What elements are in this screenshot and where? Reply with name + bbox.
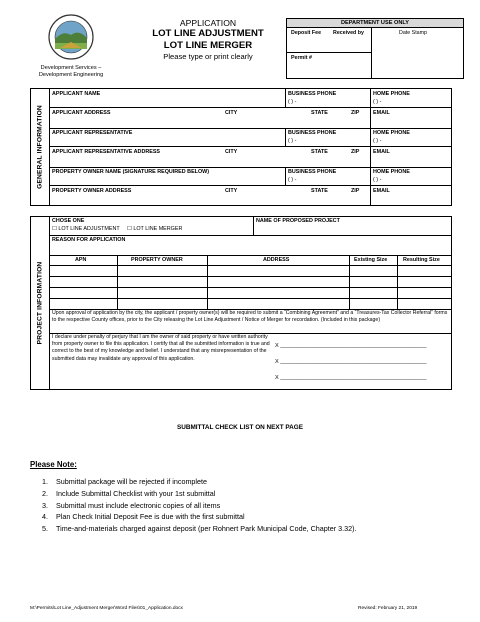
divider — [370, 185, 371, 205]
divider — [370, 107, 371, 128]
state-label: STATE — [311, 110, 328, 116]
divider — [285, 89, 286, 107]
reason-for-application-label: REASON FOR APPLICATION — [52, 237, 126, 243]
applicant-representative-address-row[interactable] — [49, 146, 451, 168]
title-block — [128, 18, 288, 62]
divider — [370, 128, 371, 146]
business-phone-field[interactable]: ( ) - — [288, 177, 297, 183]
declaration-text: I declare under penalty of perjury that I am the owner of said property or have written authority from property owner to file this application. I certify that all the submitted information is true and correct to the best of my knowledge and belief. I understand that any misrepresentation of the submitted data may invalidate any approval of this application. — [52, 334, 270, 362]
project-information-section — [30, 216, 452, 390]
state-label: STATE — [311, 149, 328, 155]
city-logo-block — [28, 14, 114, 78]
submittal-checklist-note: SUBMITTAL CHECK LIST ON NEXT PAGE — [176, 424, 304, 431]
divider — [287, 52, 371, 53]
property-owner-address-label: PROPERTY OWNER ADDRESS — [52, 188, 132, 194]
home-phone-label: HOME PHONE — [373, 91, 410, 97]
divider — [397, 255, 398, 265]
divider — [285, 128, 286, 146]
city-label: CITY — [225, 149, 238, 155]
business-phone-field[interactable]: ( ) - — [288, 99, 297, 105]
deposit-fee-label: Deposit Fee — [291, 30, 322, 36]
title-lot-line-merger: LOT LINE MERGER — [163, 40, 253, 51]
applicant-name-label: APPLICANT NAME — [52, 91, 101, 97]
signature-line-2[interactable]: X _______________________________________________ — [275, 359, 427, 365]
home-phone-field[interactable]: ( ) - — [373, 177, 382, 183]
column-apn: APN — [75, 257, 87, 263]
divider — [285, 167, 286, 185]
applicant-address-row[interactable] — [49, 107, 451, 129]
list-item: 1. Submittal package will be rejected if incomplete — [42, 477, 208, 486]
email-label: EMAIL — [373, 110, 390, 116]
business-phone-label: BUSINESS PHONE — [288, 130, 337, 136]
chose-one-label: CHOSE ONE — [52, 218, 85, 224]
zip-label: ZIP — [351, 149, 360, 155]
applicant-representative-address-label: APPLICANT REPRESENTATIVE ADDRESS — [52, 149, 161, 155]
list-item: 4. Plan Check Initial Deposit Fee is due with the first submittal — [42, 512, 245, 522]
divider — [370, 167, 371, 185]
please-note-heading: Please Note: — [30, 460, 77, 469]
applicant-address-label: APPLICANT ADDRESS — [52, 110, 111, 116]
project-name-label: NAME OF PROPOSED PROJECT — [256, 218, 340, 224]
department-line-1: Development Services – — [40, 65, 102, 71]
divider — [370, 146, 371, 167]
city-label: CITY — [225, 110, 238, 116]
home-phone-label: HOME PHONE — [373, 130, 410, 136]
applicant-representative-row[interactable] — [49, 128, 451, 147]
declaration-row — [49, 333, 451, 389]
signature-line-3[interactable]: X _______________________________________________ — [275, 375, 427, 381]
approval-notice-row — [49, 309, 451, 334]
footer-revised-date: Revised: February 21, 2019 — [358, 606, 418, 611]
general-information-side-label: GENERAL INFORMATION — [31, 89, 50, 205]
list-item: 3. Submittal must include electronic copies of all items — [42, 500, 221, 510]
applicant-name-row[interactable] — [49, 89, 451, 108]
signature-line-1[interactable]: X _______________________________________________ — [275, 343, 427, 349]
list-item: 2. Include Submittal Checklist with your 1st submittal — [42, 488, 216, 498]
received-by-label: Received by — [333, 30, 364, 36]
property-owner-name-row[interactable] — [49, 167, 451, 186]
divider — [349, 255, 350, 265]
application-label: APPLICATION — [179, 18, 237, 28]
home-phone-field[interactable]: ( ) - — [373, 99, 382, 105]
applicant-representative-label: APPLICANT REPRESENTATIVE — [52, 130, 133, 136]
permit-number-label: Permit # — [291, 55, 312, 61]
department-line-2: Development Engineering — [38, 71, 104, 78]
business-phone-label: BUSINESS PHONE — [288, 169, 337, 175]
general-information-section — [30, 88, 452, 206]
footer-file-path: M:\Permits\Lot Line_Adjustment Merger\Word Files\01_Application.docx — [30, 606, 183, 611]
divider — [117, 255, 118, 265]
project-information-side-label: PROJECT INFORMATION — [31, 217, 50, 389]
city-seal-logo — [48, 14, 94, 60]
zip-label: ZIP — [351, 188, 360, 194]
state-label: STATE — [311, 188, 328, 194]
department-use-heading: DEPARTMENT USE ONLY — [287, 19, 463, 28]
property-owner-name-label: PROPERTY OWNER NAME (SIGNATURE REQUIRED BELOW) — [52, 169, 210, 175]
property-owner-address-row[interactable] — [49, 185, 451, 205]
business-phone-field[interactable]: ( ) - — [288, 138, 297, 144]
city-label: CITY — [225, 188, 238, 194]
lot-line-adjustment-checkbox[interactable]: ☐ LOT LINE ADJUSTMENT — [52, 226, 120, 232]
column-property-owner: PROPERTY OWNER — [131, 257, 183, 263]
approval-notice-text: Upon approval of application by the city, the applicant / property owner(s) will be required to submit a “Combining Agreement” and a “Treasures-Tax Collector Referral” forms to the respective County offices, prior to the City releasing the Lot Line Adjustment / Notice of Merger for recordation. (Included in this package) — [52, 310, 448, 324]
email-label: EMAIL — [373, 149, 390, 155]
lot-line-merger-checkbox[interactable]: ☐ LOT LINE MERGER — [127, 226, 183, 232]
reason-row[interactable] — [49, 235, 451, 256]
choose-one-row — [49, 217, 451, 236]
title-lot-line-adjustment: LOT LINE ADJUSTMENT — [152, 28, 264, 39]
divider — [370, 89, 371, 107]
divider — [253, 217, 254, 235]
subtitle: Please type or print clearly — [163, 52, 253, 61]
column-resulting-size: Resulting Size — [403, 257, 440, 263]
divider — [371, 28, 372, 78]
column-address: ADDRESS — [263, 257, 290, 263]
home-phone-field[interactable]: ( ) - — [373, 138, 382, 144]
divider — [207, 255, 208, 265]
business-phone-label: BUSINESS PHONE — [288, 91, 337, 97]
home-phone-label: HOME PHONE — [373, 169, 410, 175]
zip-label: ZIP — [351, 110, 360, 116]
column-existing-size: Existing Size — [354, 257, 388, 263]
please-note-list — [42, 476, 357, 535]
department-use-box — [286, 18, 464, 79]
list-item: 5. Time-and-materials charged against deposit (per Rohnert Park Municipal Code, Chapter 3.32). — [42, 524, 357, 534]
date-stamp-label: Date Stamp — [399, 30, 427, 36]
email-label: EMAIL — [373, 188, 390, 194]
